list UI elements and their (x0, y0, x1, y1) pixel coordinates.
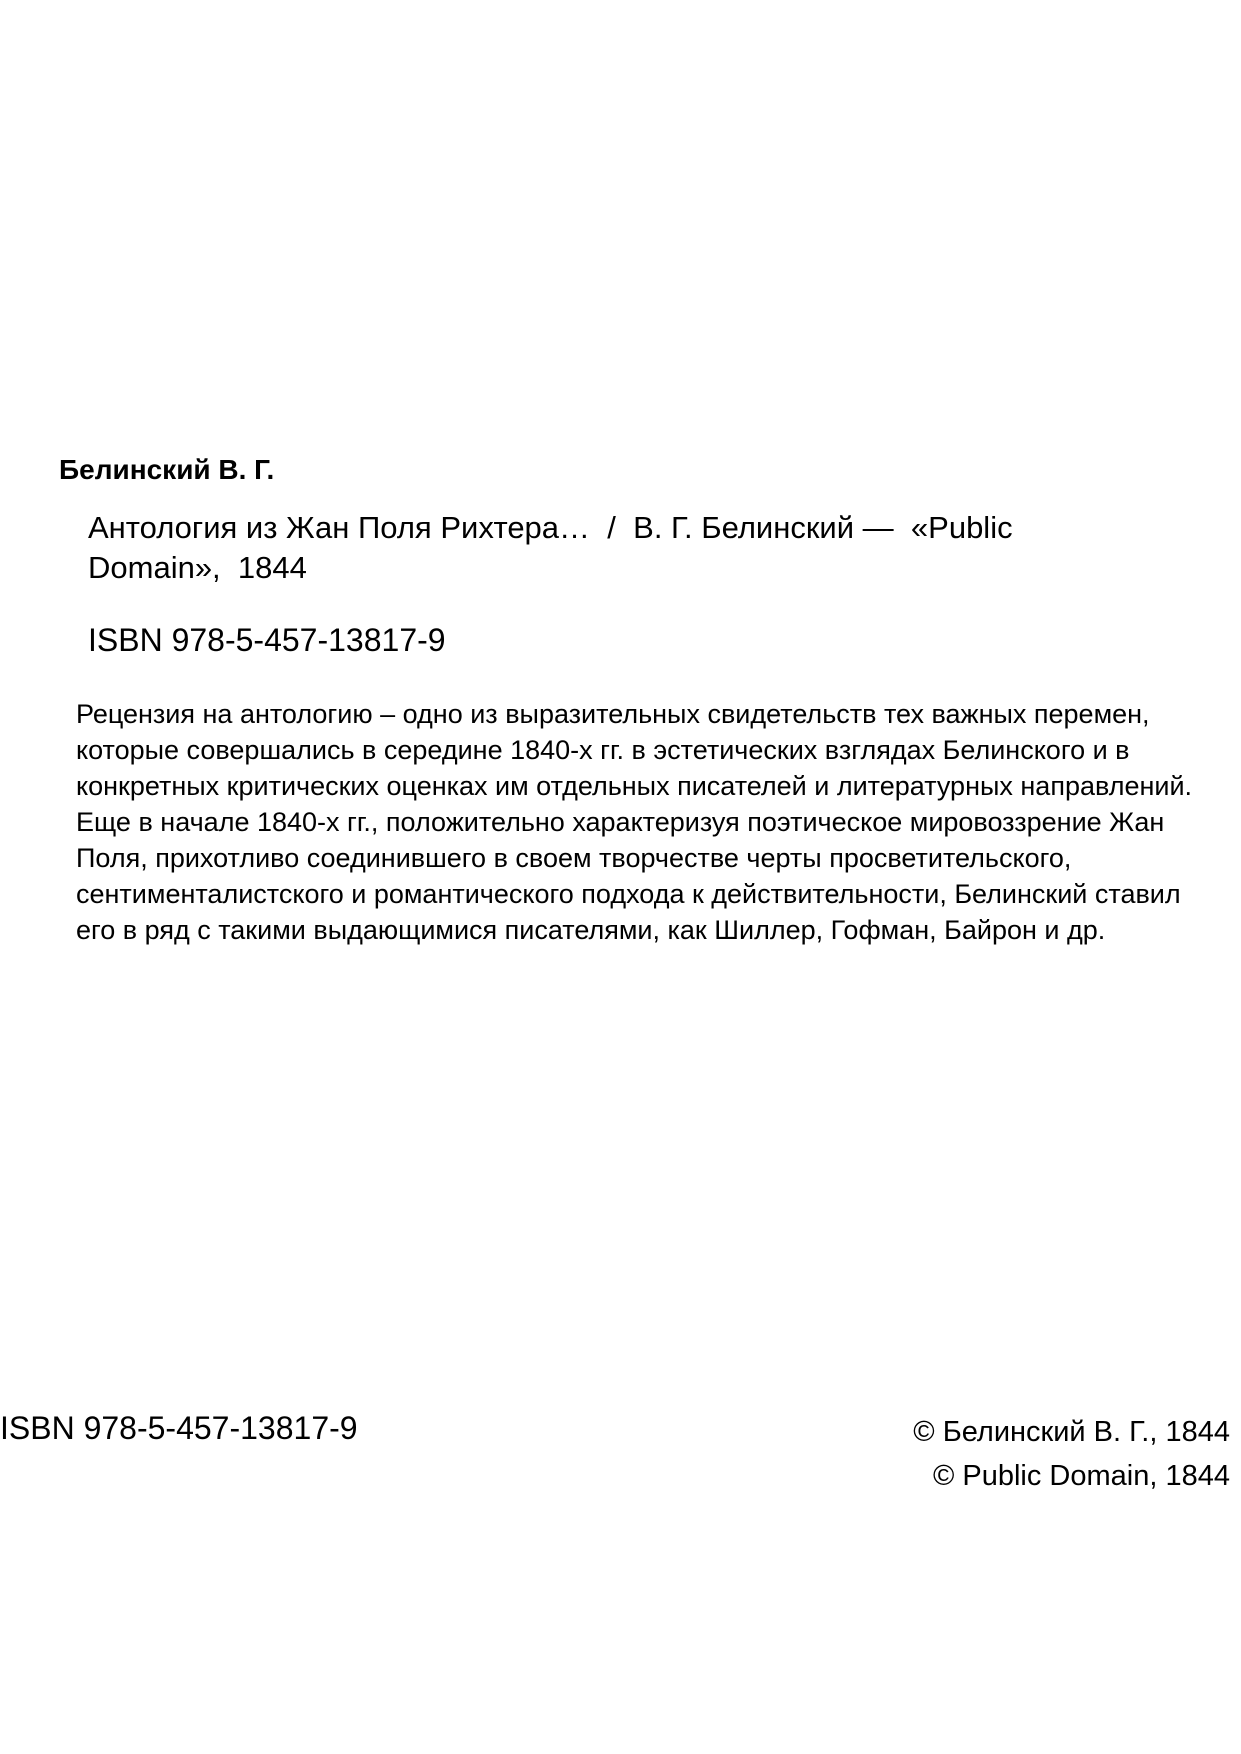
statement-of-responsibility: В. Г. Белинский (633, 510, 855, 545)
publication-year: 1844 (237, 550, 307, 585)
copyright-author: © Белинский В. Г., 1844 (913, 1416, 1230, 1448)
copyright-block (913, 1410, 1230, 1498)
annotation (76, 696, 1224, 948)
citation-separator-dash: — (862, 510, 894, 545)
publisher: «Public Domain», (88, 510, 1013, 585)
author-name: Белинский В. Г. (59, 454, 275, 485)
copyright-public-domain: © Public Domain, 1844 (932, 1460, 1230, 1492)
citation-separator-slash: / (607, 510, 616, 545)
book-title: Антология из Жан Поля Рихтера… (88, 510, 591, 545)
bibliographic-citation (88, 508, 1108, 588)
isbn-top: ISBN 978-5-457-13817-9 (88, 622, 446, 658)
annotation-text: Рецензия на антологию – одно из выразительных свидетельств тех важных перемен, которые совершались в середине 1840-х гг. в эстетических взглядах Белинского и в конкретных критических оценках им отдельных писателей и литературных направлений. Еще в начале 1840-х гг., положительно характеризуя поэтическое мировоззрение Жан Поля, прихотливо соединившего в своем творчестве черты просветительского, сентименталистского и романтического подхода к действительности, Белинский ставил его в ряд с такими выдающимися писателями, как Шиллер, Гофман, Байрон и др. (76, 699, 1193, 945)
isbn-bottom: ISBN 978-5-457-13817-9 (0, 1410, 358, 1446)
